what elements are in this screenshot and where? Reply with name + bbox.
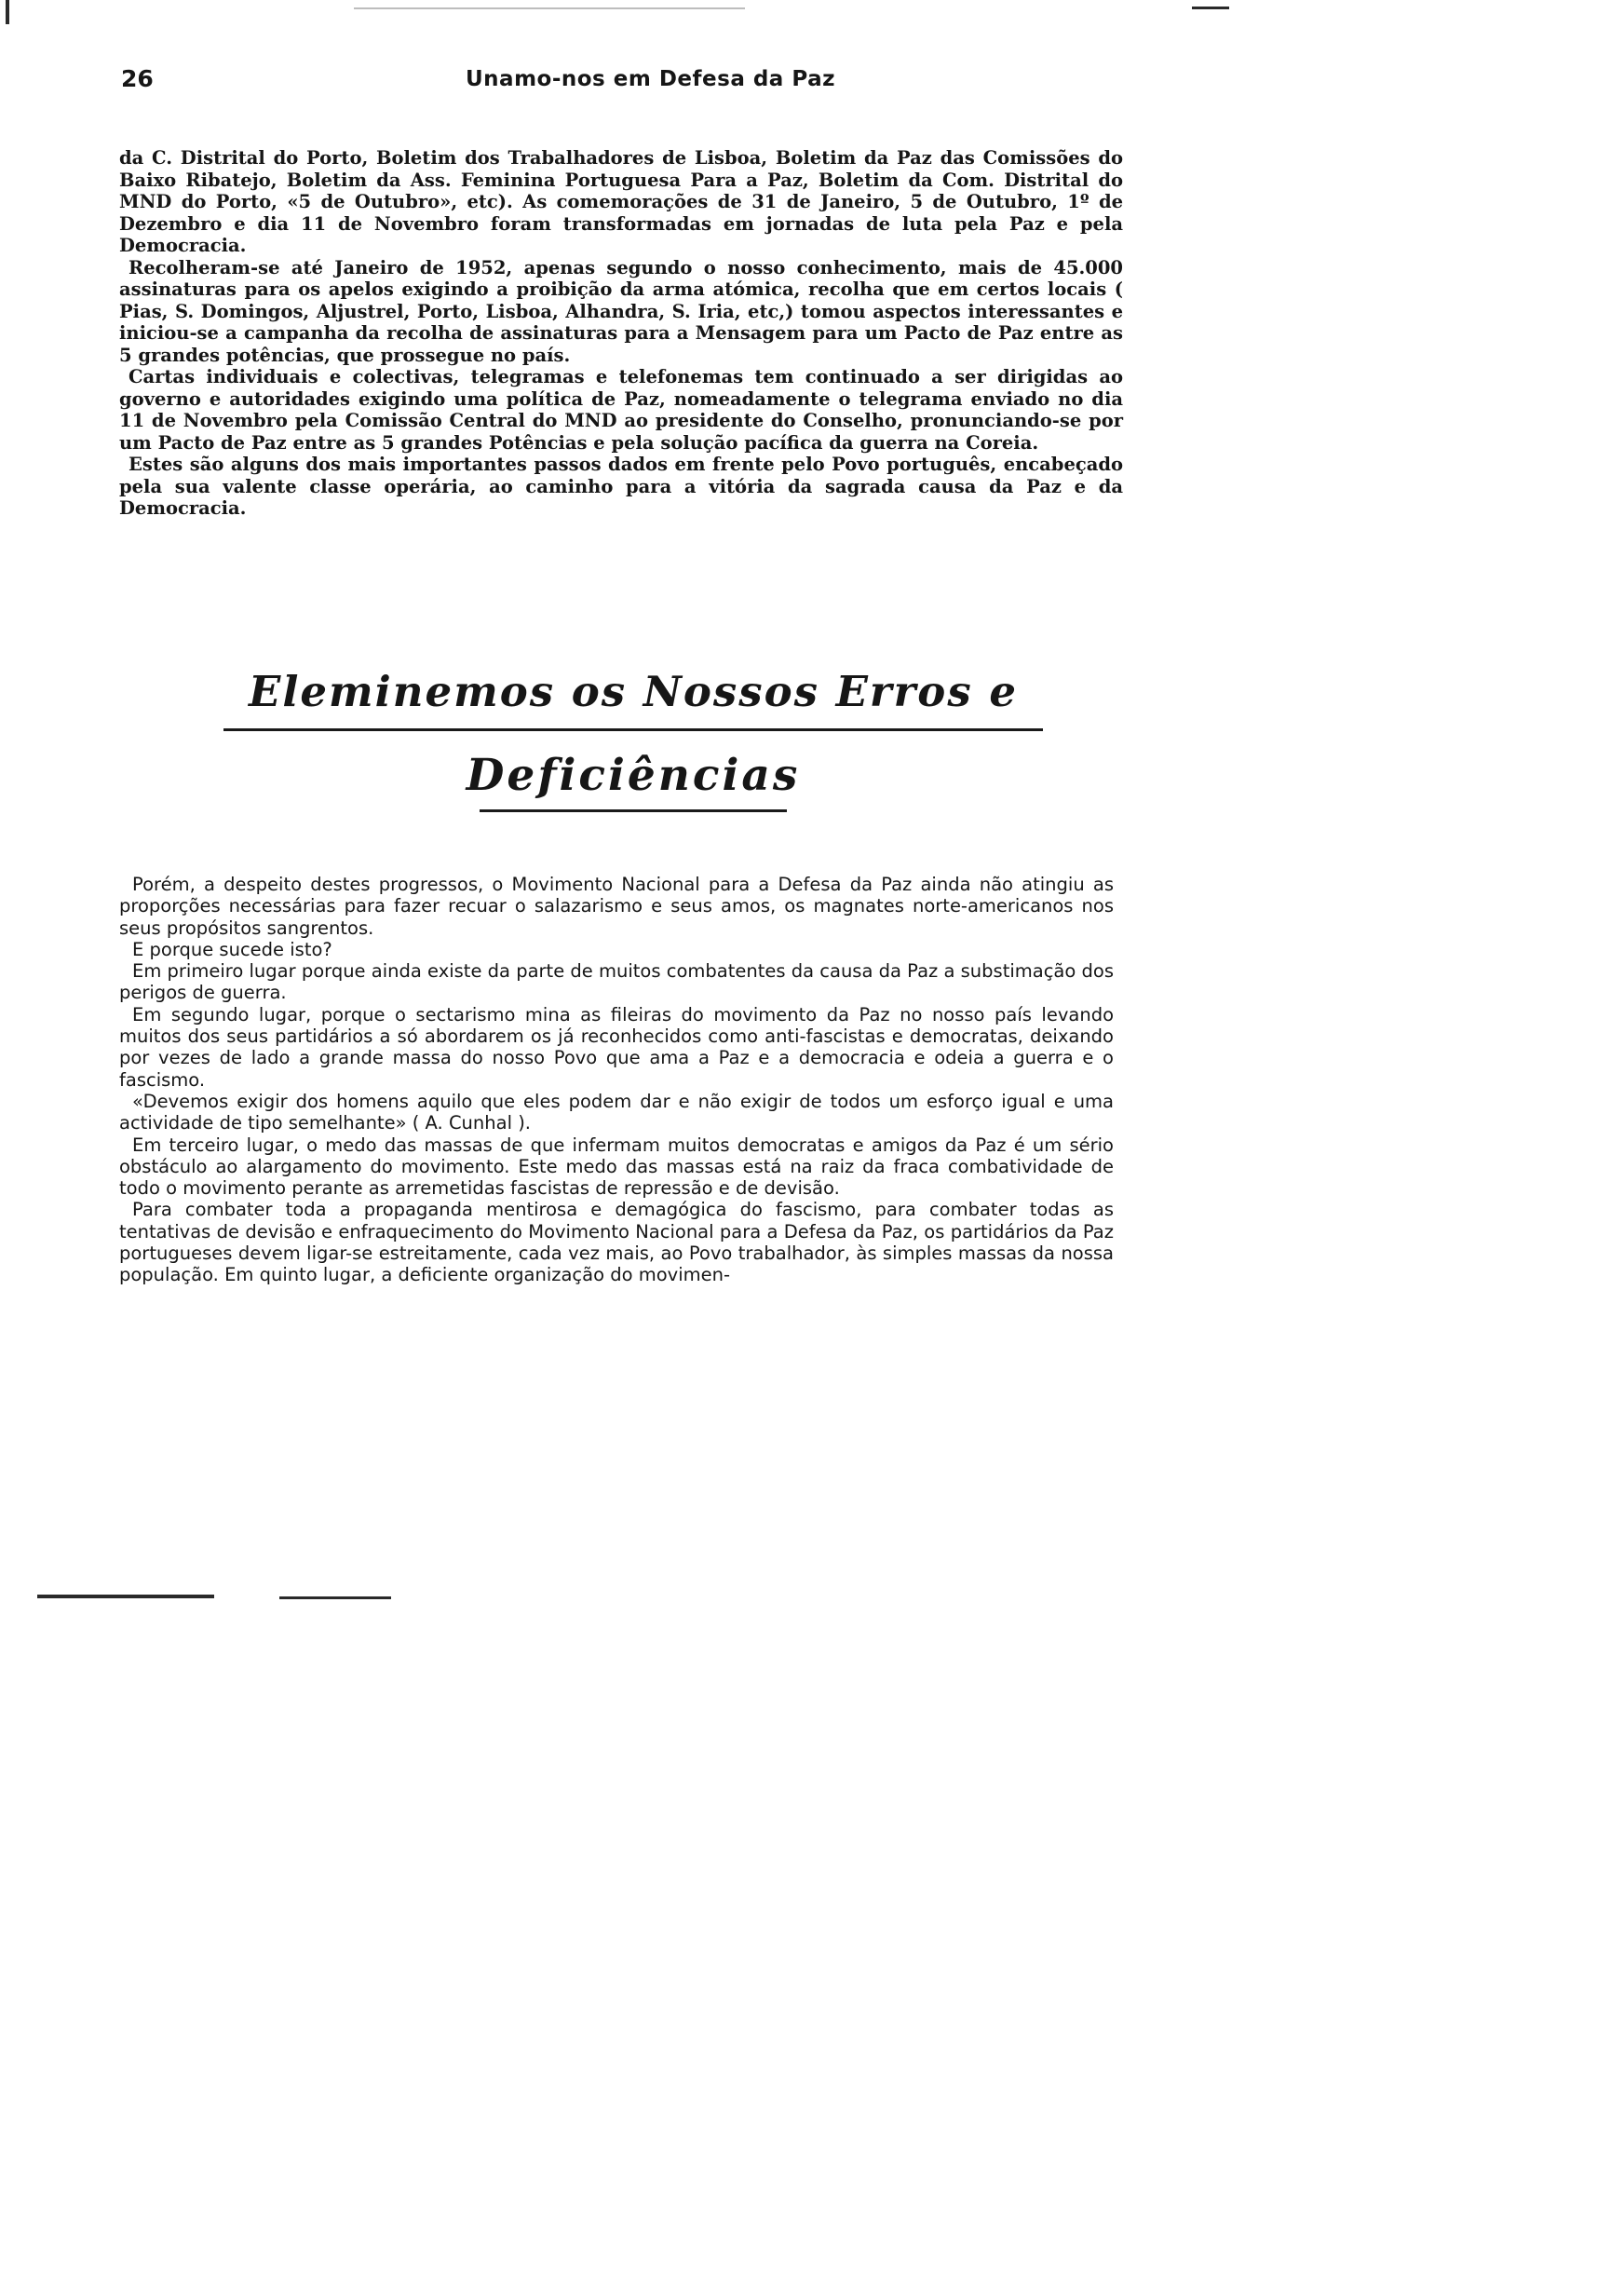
paragraph: Em primeiro lugar porque ainda existe da parte de muitos combatentes da causa da Paz a substimação dos perigos de guerra. [119, 960, 1114, 1004]
section-body [119, 874, 1114, 1286]
headline-underline [480, 809, 787, 812]
continued-text-block [119, 147, 1123, 520]
paragraph: Porém, a despeito destes progressos, o Movimento Nacional para a Defesa da Paz ainda não atingiu as proporções necessárias para fazer recuar o salazarismo e seus amos, os magnates norte-americanos nos seus propósitos sangrentos. [119, 874, 1114, 939]
running-title: Unamo-nos em Defesa da Paz [466, 67, 835, 91]
page-number: 26 [121, 65, 154, 92]
paragraph: E porque sucede isto? [132, 938, 332, 960]
scan-mark-bottom-left-2 [279, 1596, 391, 1599]
headline-line-2: Deficiências [466, 750, 801, 801]
paragraph: Recolheram-se até Janeiro de 1952, apenas segundo o nosso conhecimento, mais de 45.000 assinaturas para os apelos exigindo a proibição da arma atómica, recolha que em certos locais ( Pias, S. Domingos, Aljustrel, Porto, Lisboa, Alhandra, S. Iria, etc,) tomou aspectos interessantes e iniciou-se a campanha da recolha de assinaturas para a Mensagem para um Pacto de Paz entre as 5 grandes potências, que prossegue no país. [119, 256, 1123, 366]
paragraph: Estes são alguns dos mais importantes passos dados em frente pelo Povo português, encabeçado pela sua valente classe operária, ao caminho para a vitória da sagrada causa da Paz e da Democracia. [119, 454, 1123, 519]
paragraph: Para combater toda a propaganda mentirosa e demagógica do fascismo, para combater todas as tentativas de devisão e enfraquecimento do Movimento Nacional para a Defesa da Paz, os partidários da Paz portugueses devem ligar-se estreitamente, cada vez mais, ao Povo trabalhador, às simples massas da nossa população. Em quinto lugar, a deficiente organização do movimen- [119, 1199, 1114, 1286]
scan-mark-top-right [1192, 7, 1229, 9]
scan-mark-top-rule [354, 7, 745, 9]
scan-mark-top-left [6, 0, 9, 24]
page-header [121, 65, 1052, 112]
paragraph: Cartas individuais e colectivas, telegramas e telefonemas tem continuado a ser dirigidas ao governo e autoridades exigindo uma política de Paz, nomeadamente o telegrama enviado no dia 11 de Novembro pela Comissão Central do MND ao presidente do Conselho, pronunciando-se por um Pacto de Paz entre as 5 grandes Potências e pela solução pacífica da guerra na Coreia. [119, 366, 1123, 454]
paragraph: da C. Distrital do Porto, Boletim dos Trabalhadores de Lisboa, Boletim da Paz das Comissões do Baixo Ribatejo, Boletim da Ass. Feminina Portuguesa Para a Paz, Boletim da Com. Distrital do MND do Porto, «5 de Outubro», etc). As comemorações de 31 de Janeiro, 5 de Outubro, 1º de Dezembro e dia 11 de Novembro foram transformadas em jornadas de luta pela Paz e pela Democracia. [119, 147, 1123, 256]
paragraph: Em segundo lugar, porque o sectarismo mina as fileiras do movimento da Paz no nosso país levando muitos dos seus partidários a só abordarem os já reconhecidos como anti-fascistas e democratas, deixando por vezes de lado a grande massa do nosso Povo que ama a Paz e a democracia e odeia a guerra e o fascismo. [119, 1003, 1114, 1091]
paragraph: Em terceiro lugar, o medo das massas de que infermam muitos democratas e amigos da Paz é um sério obstáculo ao alargamento do movimento. Este medo das massas está na raiz da fraca combatividade de todo o movimento perante as arremetidas fascistas de repressão e de devisão. [119, 1134, 1114, 1200]
quotation: «Devemos exigir dos homens aquilo que eles podem dar e não exigir de todos um esforço igual e uma actividade de tipo semelhante» ( A. Cunhal ). [119, 1090, 1114, 1134]
headline-line-1: Eleminemos os Nossos Erros e [249, 667, 1018, 716]
headline-rule [223, 728, 1043, 731]
scan-mark-bottom-left [37, 1595, 214, 1598]
section-headline [168, 661, 1099, 812]
